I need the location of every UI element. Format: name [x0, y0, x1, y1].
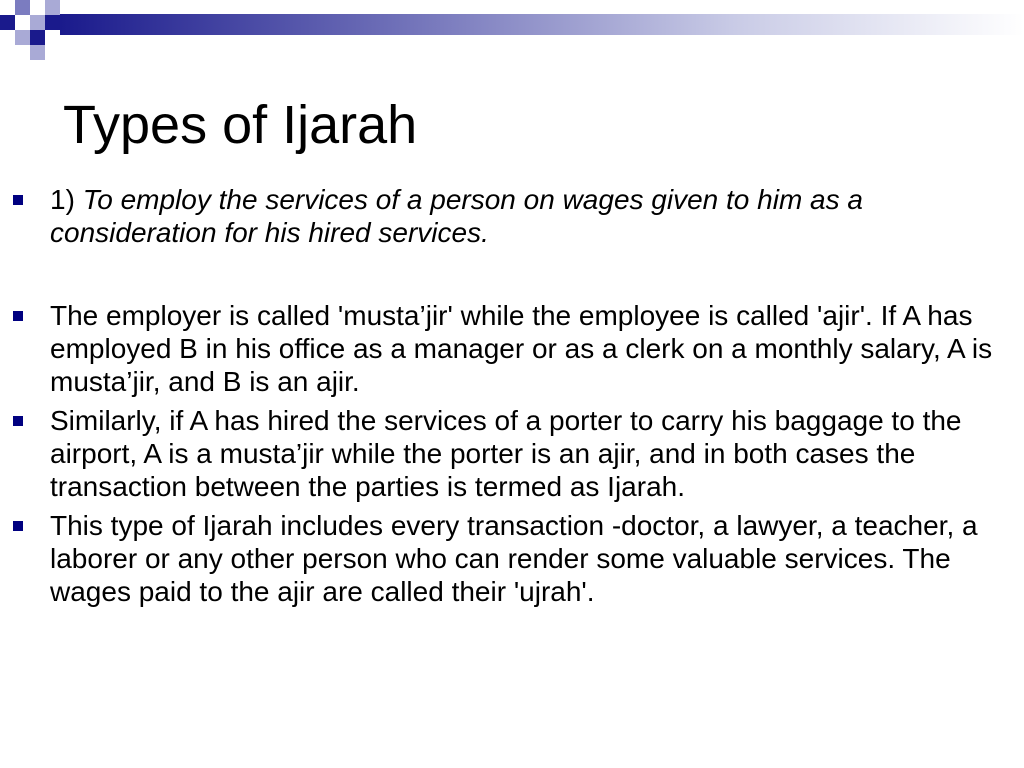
bullet-text: This type of Ijarah includes every transaction -doctor, a lawyer, a teacher, a laborer or any other person who can render some valuable services. The wages paid to the ajir are called their 'ujrah'. [50, 510, 978, 607]
header-decoration [0, 0, 1024, 70]
header-square [15, 15, 30, 30]
square-bullet-icon [13, 195, 23, 205]
bullet-list [0, 183, 1024, 608]
bullet-item [0, 183, 1024, 249]
header-square [30, 45, 45, 60]
header-square [15, 0, 30, 15]
header-square [45, 0, 60, 15]
header-square [30, 15, 45, 30]
square-bullet-icon [13, 521, 23, 531]
header-square [30, 0, 45, 15]
bullet-item [0, 509, 1024, 608]
bullet-number: 1) [50, 184, 83, 215]
header-gradient-band [60, 14, 1024, 35]
header-square [45, 15, 60, 30]
bullet-item [0, 404, 1024, 503]
bullet-text: Similarly, if A has hired the services of a porter to carry his baggage to the airport, A is a musta’jir while the porter is an ajir, and in both cases the transaction between the parties is termed as Ijarah. [50, 405, 962, 502]
header-square [0, 15, 15, 30]
bullet-text: To employ the services of a person on wages given to him as a consideration for his hired services. [50, 184, 863, 248]
square-bullet-icon [13, 416, 23, 426]
slide-title: Types of Ijarah [63, 95, 418, 155]
header-square [15, 30, 30, 45]
header-square [0, 0, 15, 15]
square-bullet-icon [13, 311, 23, 321]
bullet-text: The employer is called 'musta’jir' while the employee is called 'ajir'. If A has employed B in his office as a manager or as a clerk on a monthly salary, A is musta’jir, and B is an ajir. [50, 300, 993, 397]
header-square [30, 30, 45, 45]
bullet-item [0, 299, 1024, 398]
